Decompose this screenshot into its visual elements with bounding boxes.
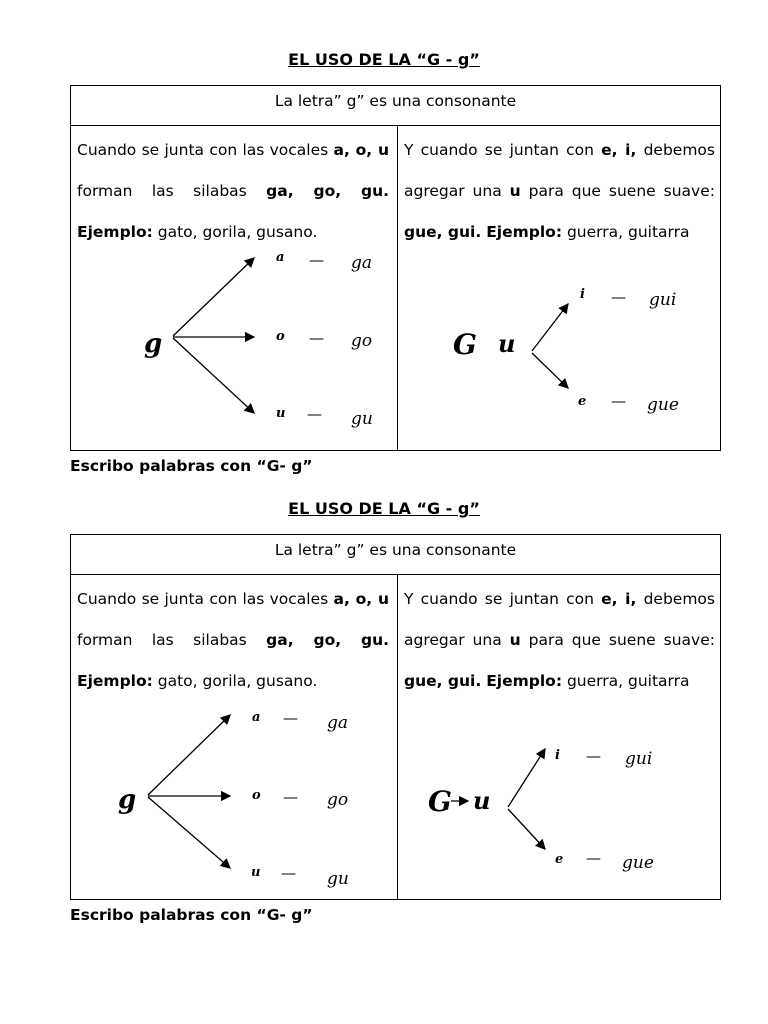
table-header: La letra” g” es una consonante [71, 86, 720, 126]
right-example-words: guerra, guitarra [566, 223, 690, 241]
dash-i: — [611, 288, 626, 306]
left-mid: forman las silabas [77, 182, 247, 200]
left-example-label: Ejemplo [77, 672, 147, 690]
left-root-letter: g [144, 329, 163, 359]
vowel-e: e [555, 852, 564, 867]
arrow-e [532, 353, 568, 388]
dash-u: — [281, 864, 296, 882]
left-rule-text: Cuando se junta con las vocales a, o, u forman las silabas ga, go, gu. Ejemplo: gato, gorila, gusano. [77, 590, 390, 690]
arrow-e [508, 809, 545, 849]
right-syllables: gue, gui. [404, 672, 482, 690]
vowel-a: a [276, 250, 285, 265]
vowel-o: o [276, 329, 285, 344]
right-syllables: gue, gui. [404, 223, 482, 241]
vowel-i: i [580, 287, 585, 302]
right-root-letter: G [453, 328, 477, 361]
rule-table [70, 534, 721, 900]
result-ga: ga [327, 713, 349, 733]
writing-prompt: Escribo palabras con “G- g” [70, 906, 313, 924]
right-intro: Y cuando se juntan con [404, 590, 594, 608]
worksheet-title: EL USO DE LA “G - g” [288, 499, 480, 518]
right-link-letter: u [473, 786, 491, 815]
dash-e: — [611, 392, 626, 410]
dash-a: — [283, 709, 298, 727]
right-rule-text: Y cuando se juntan con e, i, debemos agregar una u para que suene suave: gue, gui. Ejemplo: guerra, guitarra [404, 141, 715, 241]
left-intro: Cuando se junta con las vocales [77, 590, 329, 608]
syllable-diagram [71, 86, 722, 452]
right-mid2: para que suene suave: [528, 182, 715, 200]
result-gu: gu [351, 409, 373, 429]
result-gue: gue [622, 853, 654, 873]
left-intro: Cuando se junta con las vocales [77, 141, 329, 159]
right-vowels: e, i, [601, 141, 637, 159]
right-u: u [509, 631, 521, 649]
vowel-e: e [578, 394, 587, 409]
left-vowels: a, o, u [333, 141, 390, 159]
left-syllables: ga, go, gu. [266, 182, 389, 200]
left-example-words: gato, gorila, gusano. [157, 672, 318, 690]
vowel-o: o [252, 788, 261, 803]
left-vowels: a, o, u [333, 590, 390, 608]
right-link-letter: u [498, 329, 516, 358]
left-mid: forman las silabas [77, 631, 247, 649]
result-gue: gue [647, 395, 679, 415]
arrow-a [173, 258, 254, 336]
vowel-u: u [251, 865, 261, 880]
syllable-diagram [71, 535, 722, 901]
arrow-u [148, 797, 230, 868]
right-mid: debemos agregar una [404, 590, 715, 649]
result-gui: gui [625, 749, 653, 769]
right-mid: debemos agregar una [404, 141, 715, 200]
right-mid2: para que suene suave: [528, 631, 715, 649]
right-example-label: Ejemplo [486, 672, 556, 690]
result-go: go [351, 331, 373, 351]
dash-e: — [586, 849, 601, 867]
dash-o: — [309, 329, 324, 347]
dash-i: — [586, 747, 601, 765]
left-root-letter: g [118, 785, 137, 815]
right-vowels: e, i, [601, 590, 637, 608]
writing-prompt: Escribo palabras con “G- g” [70, 457, 313, 475]
dash-o: — [283, 788, 298, 806]
worksheet-title: EL USO DE LA “G - g” [288, 50, 480, 69]
right-u: u [509, 182, 521, 200]
left-syllables: ga, go, gu. [266, 631, 389, 649]
right-root-letter: G [428, 785, 452, 818]
left-example-label: Ejemplo [77, 223, 147, 241]
result-go: go [327, 790, 349, 810]
left-rule-text: Cuando se junta con las vocales a, o, u forman las silabas ga, go, gu. Ejemplo: gato, gorila, gusano. [77, 141, 390, 241]
right-intro: Y cuando se juntan con [404, 141, 594, 159]
rule-table [70, 85, 721, 451]
right-rule-text: Y cuando se juntan con e, i, debemos agregar una u para que suene suave: gue, gui. Ejemplo: guerra, guitarra [404, 590, 715, 690]
arrow-i [532, 304, 568, 351]
arrow-u [173, 338, 254, 413]
result-gu: gu [327, 869, 349, 889]
vowel-i: i [555, 748, 560, 763]
arrow-i [508, 749, 545, 807]
vowel-u: u [276, 406, 286, 421]
table-header: La letra” g” es una consonante [71, 535, 720, 575]
result-gui: gui [649, 290, 677, 310]
right-example-words: guerra, guitarra [566, 672, 690, 690]
dash-u: — [307, 405, 322, 423]
right-example-label: Ejemplo [486, 223, 556, 241]
arrow-a [148, 715, 230, 795]
dash-a: — [309, 251, 324, 269]
vowel-a: a [252, 710, 261, 725]
result-ga: ga [351, 253, 373, 273]
left-example-words: gato, gorila, gusano. [157, 223, 318, 241]
